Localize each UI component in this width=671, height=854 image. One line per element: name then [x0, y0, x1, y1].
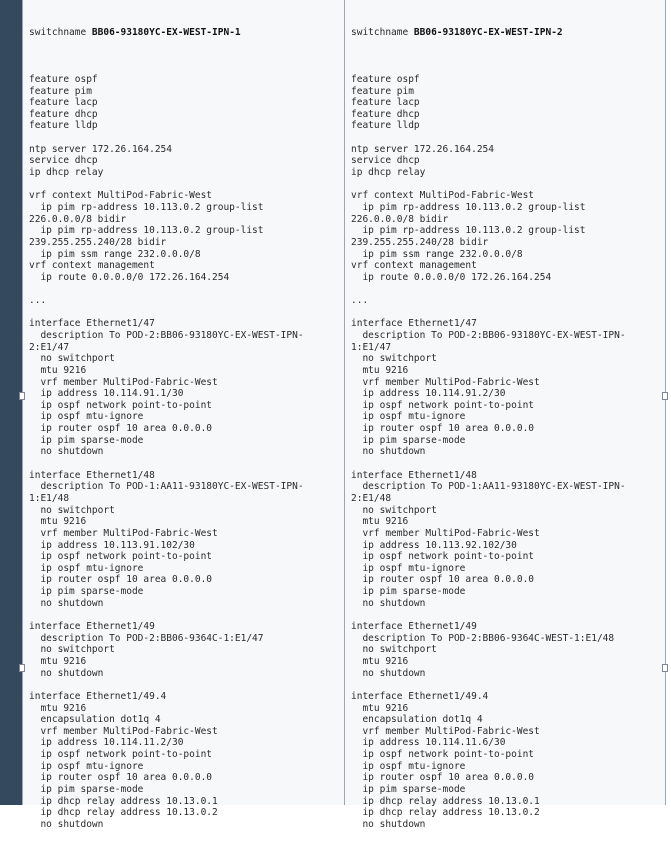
config-code-block — [29, 4, 340, 854]
config-line: ip address 10.114.91.1/30 — [29, 388, 184, 400]
config-line: ip ospf network point-to-point — [29, 399, 213, 411]
config-line: ip router ospf 10 area 0.0.0.0 — [29, 423, 213, 435]
config-line: 1:E1/48 — [29, 492, 70, 504]
config-line — [29, 179, 340, 191]
config-line: vrf member MultiPod-Fabric-West — [29, 725, 218, 737]
config-line: no shutdown — [351, 597, 426, 609]
config-line: ip route 0.0.0.0/0 172.26.164.254 — [29, 271, 230, 283]
config-line: feature dhcp — [29, 108, 98, 120]
config-line: ip dhcp relay address 10.13.0.1 — [351, 795, 540, 807]
config-lines — [351, 62, 661, 830]
config-line: no switchport — [351, 644, 437, 656]
resize-handle-right-middle[interactable] — [662, 392, 668, 400]
config-line: interface Ethernet1/48 — [29, 469, 155, 481]
resize-handle-right-lower[interactable] — [662, 664, 668, 672]
config-line — [351, 283, 661, 295]
config-line: feature dhcp — [351, 108, 420, 120]
config-line — [29, 62, 340, 74]
config-line: mtu 9216 — [351, 364, 409, 376]
config-line: feature lacp — [29, 97, 98, 109]
config-line: ip address 10.114.11.2/30 — [29, 737, 184, 749]
config-line: encapsulation dot1q 4 — [29, 714, 161, 726]
config-line: interface Ethernet1/49.4 — [351, 690, 489, 702]
config-line: ip ospf mtu-ignore — [29, 760, 144, 772]
config-line: ip address 10.113.91.102/30 — [29, 539, 195, 551]
config-line: ntp server 172.26.164.254 — [351, 143, 494, 155]
config-line: vrf context management — [29, 260, 155, 272]
config-line — [29, 132, 340, 144]
config-line: no switchport — [351, 504, 437, 516]
config-line: mtu 9216 — [29, 516, 87, 528]
config-column-ipn-1 — [23, 0, 344, 830]
config-line: vrf context MultiPod-Fabric-West — [351, 190, 535, 202]
config-line: description To POD-2:BB06-9364C-WEST-1:E1/48 — [351, 632, 615, 644]
config-line: no shutdown — [351, 446, 426, 458]
config-line: ip dhcp relay address 10.13.0.2 — [351, 807, 540, 819]
config-line: 1:E1/47 — [351, 341, 392, 353]
config-line: vrf member MultiPod-Fabric-West — [29, 376, 218, 388]
config-line: interface Ethernet1/47 — [29, 318, 155, 330]
config-line: ip pim sparse-mode — [351, 586, 466, 598]
config-line: service dhcp — [351, 155, 420, 167]
config-line: mtu 9216 — [351, 702, 409, 714]
config-line: ip router ospf 10 area 0.0.0.0 — [29, 772, 213, 784]
config-line: ip ospf network point-to-point — [29, 551, 213, 563]
config-line: no shutdown — [29, 446, 104, 458]
config-line — [351, 62, 661, 74]
config-line: 226.0.0.0/8 bidir — [351, 213, 449, 225]
config-line: description To POD-1:AA11-93180YC-EX-WEST-IPN- — [351, 481, 626, 493]
config-line — [351, 307, 661, 319]
left-margin-bar — [0, 0, 23, 805]
config-line — [351, 679, 661, 691]
config-line: ip pim ssm range 232.0.0.0/8 — [29, 248, 201, 260]
resize-handle-left-middle[interactable] — [19, 392, 25, 400]
config-line: interface Ethernet1/49.4 — [29, 690, 167, 702]
config-line: ip pim ssm range 232.0.0.0/8 — [351, 248, 523, 260]
config-line: service dhcp — [29, 155, 98, 167]
config-title-line — [351, 27, 661, 39]
config-line: description To POD-1:AA11-93180YC-EX-WEST-IPN- — [29, 481, 304, 493]
config-line: ip ospf mtu-ignore — [351, 760, 466, 772]
config-document — [22, 0, 666, 830]
config-line: ip pim rp-address 10.113.0.2 group-list — [29, 225, 264, 237]
config-line: interface Ethernet1/47 — [351, 318, 477, 330]
config-line — [351, 458, 661, 470]
config-line: 2:E1/48 — [351, 492, 392, 504]
config-line: feature ospf — [351, 73, 420, 85]
config-line: no switchport — [351, 353, 437, 365]
config-line: interface Ethernet1/48 — [351, 469, 477, 481]
title-prefix: switchname — [351, 27, 414, 39]
config-line: 239.255.255.240/28 bidir — [351, 236, 489, 248]
switch-name: BB06-93180YC-EX-WEST-IPN-1 — [91, 27, 241, 39]
config-line: ip ospf mtu-ignore — [351, 411, 466, 423]
config-line: ip route 0.0.0.0/0 172.26.164.254 — [351, 271, 552, 283]
config-line: ip router ospf 10 area 0.0.0.0 — [351, 574, 535, 586]
config-line: ip pim sparse-mode — [29, 586, 144, 598]
config-line: ip ospf network point-to-point — [351, 399, 535, 411]
config-line: 239.255.255.240/28 bidir — [29, 236, 167, 248]
config-line: ip pim sparse-mode — [29, 783, 144, 795]
config-line: description To POD-2:BB06-93180YC-EX-WEST-IPN- — [351, 330, 626, 341]
config-line: ip dhcp relay — [29, 167, 104, 179]
config-line — [29, 609, 340, 621]
config-line: no switchport — [29, 353, 115, 365]
config-line — [351, 609, 661, 621]
config-line: ip router ospf 10 area 0.0.0.0 — [29, 574, 213, 586]
switch-name: BB06-93180YC-EX-WEST-IPN-2 — [413, 27, 563, 39]
config-line: mtu 9216 — [351, 655, 409, 667]
config-line: no switchport — [29, 504, 115, 516]
config-line: ntp server 172.26.164.254 — [29, 143, 172, 155]
config-code-block — [351, 4, 661, 854]
config-line: no shutdown — [29, 818, 104, 830]
config-line: ip pim rp-address 10.113.0.2 group-list — [29, 201, 264, 213]
config-line: no shutdown — [351, 667, 426, 679]
config-line: 226.0.0.0/8 bidir — [29, 213, 127, 225]
config-line: ip pim rp-address 10.113.0.2 group-list — [351, 201, 586, 213]
config-line — [29, 458, 340, 470]
config-line: mtu 9216 — [351, 516, 409, 528]
config-line: no shutdown — [29, 667, 104, 679]
config-line: ... — [351, 295, 369, 307]
config-line: vrf context MultiPod-Fabric-West — [29, 190, 213, 202]
config-line: vrf member MultiPod-Fabric-West — [351, 725, 540, 737]
config-line: ... — [29, 295, 47, 307]
config-title-line — [29, 27, 340, 39]
config-line: mtu 9216 — [29, 655, 87, 667]
config-line: ip ospf network point-to-point — [29, 749, 213, 761]
config-line: vrf member MultiPod-Fabric-West — [29, 527, 218, 539]
config-line: vrf member MultiPod-Fabric-West — [351, 527, 540, 539]
config-line: ip pim sparse-mode — [351, 783, 466, 795]
config-line: feature pim — [351, 85, 414, 97]
config-lines — [29, 62, 340, 830]
config-columns — [23, 0, 665, 830]
config-line: vrf member MultiPod-Fabric-West — [351, 376, 540, 388]
config-line: ip address 10.114.91.2/30 — [351, 388, 506, 400]
config-line: ip address 10.113.92.102/30 — [351, 539, 517, 551]
config-line: ip pim rp-address 10.113.0.2 group-list — [351, 225, 586, 237]
config-line — [351, 132, 661, 144]
config-line: no switchport — [29, 644, 115, 656]
config-line: feature lldp — [29, 120, 98, 132]
config-line: feature ospf — [29, 73, 98, 85]
config-line — [29, 307, 340, 319]
resize-handle-left-lower[interactable] — [19, 664, 25, 672]
config-line: description To POD-2:BB06-9364C-1:E1/47 — [29, 632, 264, 644]
config-line: ip ospf mtu-ignore — [351, 562, 466, 574]
config-line: ip ospf network point-to-point — [351, 551, 535, 563]
config-column-ipn-2 — [344, 0, 665, 830]
config-line: ip dhcp relay address 10.13.0.2 — [29, 807, 218, 819]
config-line: feature pim — [29, 85, 92, 97]
config-line: feature lldp — [351, 120, 420, 132]
config-line: no shutdown — [29, 597, 104, 609]
config-line: ip dhcp relay address 10.13.0.1 — [29, 795, 218, 807]
config-line: description To POD-2:BB06-93180YC-EX-WEST-IPN- — [29, 330, 304, 341]
config-line: ip pim sparse-mode — [351, 434, 466, 446]
title-prefix: switchname — [29, 27, 92, 39]
config-line: ip router ospf 10 area 0.0.0.0 — [351, 423, 535, 435]
config-line: ip ospf mtu-ignore — [29, 562, 144, 574]
config-line: ip pim sparse-mode — [29, 434, 144, 446]
config-line: feature lacp — [351, 97, 420, 109]
config-line: ip router ospf 10 area 0.0.0.0 — [351, 772, 535, 784]
config-line: no shutdown — [351, 818, 426, 830]
config-line: ip address 10.114.11.6/30 — [351, 737, 506, 749]
config-line: encapsulation dot1q 4 — [351, 714, 483, 726]
config-line: ip dhcp relay — [351, 167, 426, 179]
config-line: mtu 9216 — [29, 702, 87, 714]
config-line: interface Ethernet1/49 — [29, 621, 155, 633]
config-line: ip ospf mtu-ignore — [29, 411, 144, 423]
config-line: mtu 9216 — [29, 364, 87, 376]
config-line: vrf context management — [351, 260, 477, 272]
config-line: 2:E1/47 — [29, 341, 70, 353]
config-line: interface Ethernet1/49 — [351, 621, 477, 633]
config-line: ip ospf network point-to-point — [351, 749, 535, 761]
config-line — [29, 283, 340, 295]
config-line — [29, 679, 340, 691]
config-line — [351, 179, 661, 191]
